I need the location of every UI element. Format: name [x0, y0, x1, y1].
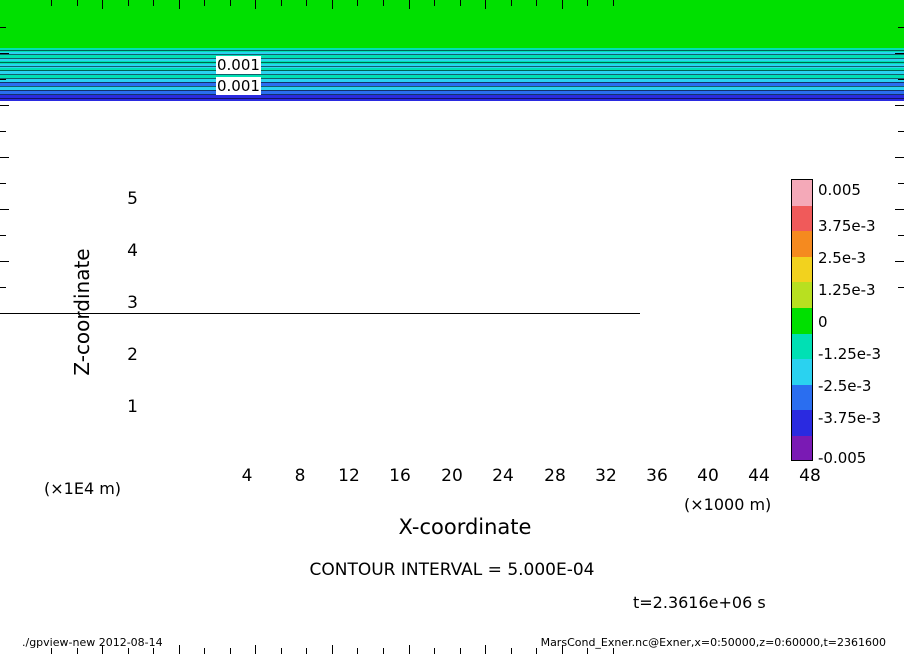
y-tick-label: 5: [127, 189, 138, 209]
contour-interval-label: CONTOUR INTERVAL = 5.000E-04: [309, 560, 595, 580]
time-label: t=2.3616e+06 s: [633, 593, 766, 612]
x-tick-label: 32: [595, 466, 617, 486]
x-tick-label: 12: [338, 466, 360, 486]
y-tick-label: 3: [127, 293, 138, 313]
axis-tick: [77, 0, 78, 6]
axis-tick: [460, 0, 461, 6]
axis-tick: [613, 0, 614, 6]
colorbar: [791, 179, 813, 461]
x-tick-label: 48: [799, 466, 821, 486]
colorbar-segment: [792, 257, 812, 283]
colorbar-tick-label: 2.5e-3: [818, 249, 867, 267]
axis-tick: [281, 0, 282, 6]
x-tick-label: 28: [544, 466, 566, 486]
axis-tick: [128, 0, 129, 6]
plot-area: [0, 0, 640, 314]
contour-line: [0, 50, 640, 51]
axis-tick: [357, 0, 358, 6]
contour-line: [0, 90, 640, 91]
contour-line: [0, 86, 640, 87]
contour-value-label-1: 0.001: [217, 56, 260, 74]
y-axis-label: Z-coordinate: [70, 248, 94, 376]
colorbar-segment: [792, 308, 812, 334]
colorbar-segment: [792, 436, 812, 461]
colorbar-tick-label: -1.25e-3: [818, 345, 881, 363]
colorbar-segment: [792, 180, 812, 206]
colorbar-tick-label: -3.75e-3: [818, 409, 881, 427]
colorbar-segment: [792, 206, 812, 232]
x-axis-unit: (×1000 m): [684, 495, 772, 514]
contour-line: [0, 54, 640, 55]
colorbar-segment: [792, 231, 812, 257]
x-tick-label: 8: [294, 466, 306, 486]
x-tick-label: 24: [492, 466, 514, 486]
axis-tick: [434, 0, 435, 6]
x-tick-label: 16: [389, 466, 411, 486]
footer-dataset-info: MarsCond_Exner.nc@Exner,x=0:50000,z=0:60000,t=2361600: [540, 636, 886, 649]
colorbar-segment: [792, 410, 812, 436]
x-tick-label: 20: [441, 466, 463, 486]
axis-tick: [0, 261, 9, 262]
axis-tick: [0, 79, 6, 80]
contour-line: [0, 62, 640, 63]
colorbar-segment: [792, 282, 812, 308]
axis-tick: [511, 0, 512, 6]
x-axis-label: X-coordinate: [398, 515, 532, 539]
axis-tick: [0, 27, 6, 28]
band-undefined: [0, 101, 640, 313]
band-zero: [0, 0, 640, 48]
contour-line: [0, 94, 640, 95]
axis-tick: [153, 0, 154, 6]
axis-tick: [0, 157, 9, 158]
colorbar-segment: [792, 334, 812, 360]
colorbar-segment: [792, 359, 812, 385]
axis-tick: [332, 0, 333, 9]
axis-tick: [204, 0, 205, 6]
y-tick-label: 2: [127, 345, 138, 365]
axis-tick: [230, 0, 231, 6]
axis-tick: [51, 0, 52, 6]
axis-tick: [255, 0, 256, 9]
axis-tick: [306, 0, 307, 6]
colorbar-tick-label: -0.005: [818, 449, 867, 467]
axis-tick: [383, 0, 384, 6]
colorbar-tick-label: 3.75e-3: [818, 217, 876, 235]
axis-tick: [409, 0, 410, 9]
contour-line: [0, 82, 640, 83]
axis-tick: [0, 235, 6, 236]
colorbar-tick-label: 0: [818, 313, 828, 331]
axis-tick: [0, 53, 9, 54]
colorbar-tick-label: 0.005: [818, 181, 861, 199]
x-tick-label: 4: [241, 466, 253, 486]
axis-tick: [179, 0, 180, 9]
axis-tick: [485, 0, 486, 9]
axis-tick: [0, 105, 9, 106]
contour-line: [0, 66, 640, 67]
x-tick-label: 36: [646, 466, 668, 486]
contour-line: [0, 98, 640, 99]
contour-value-label-2: 0.001: [217, 77, 260, 95]
x-tick-label: 44: [748, 466, 770, 486]
x-tick-label: 40: [697, 466, 719, 486]
axis-tick: [536, 0, 537, 6]
axis-tick: [102, 0, 103, 9]
contour-line: [0, 58, 640, 59]
axis-tick: [0, 131, 6, 132]
axis-tick: [587, 0, 588, 6]
contour-line: [0, 70, 640, 71]
colorbar-segment: [792, 385, 812, 411]
contour-line: [0, 78, 640, 79]
axis-tick: [0, 209, 9, 210]
colorbar-tick-label: -2.5e-3: [818, 377, 872, 395]
axis-tick: [0, 287, 6, 288]
y-tick-label: 1: [127, 397, 138, 417]
contour-line: [0, 74, 640, 75]
axis-tick: [0, 183, 6, 184]
z-axis-unit: (×1E4 m): [44, 479, 122, 498]
y-tick-label: 4: [127, 241, 138, 261]
footer-tool-info: ./gpview-new 2012-08-14: [22, 636, 163, 649]
axis-tick: [562, 0, 563, 9]
colorbar-tick-label: 1.25e-3: [818, 281, 876, 299]
